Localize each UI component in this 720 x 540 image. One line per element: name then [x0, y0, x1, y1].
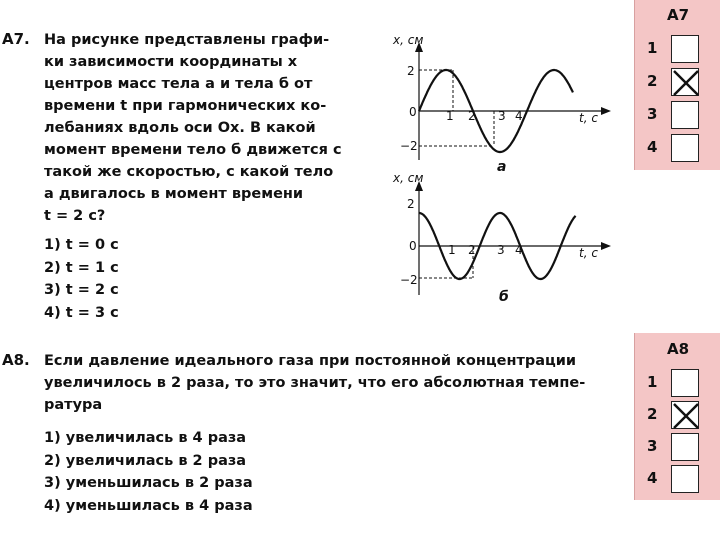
graph-a-y-tick: −2	[400, 139, 418, 153]
answer-option: 3) t = 2 с	[44, 282, 119, 298]
graph-b-x-arrow	[601, 242, 611, 250]
graph-a-x-label: t, с	[579, 111, 598, 125]
answer-row-number: 4	[647, 138, 658, 156]
question-line: На рисунке представлены графи-	[44, 32, 330, 48]
answer-checkbox-3[interactable]	[671, 101, 699, 129]
answer-options-a8	[44, 427, 253, 517]
graph-a-x-tick: 4	[515, 109, 523, 123]
question-line: момент времени тело б движется с	[44, 142, 342, 158]
answer-row-number: 3	[647, 437, 658, 455]
cross-mark-icon	[672, 402, 700, 430]
answer-option: 2) увеличилась в 2 раза	[44, 452, 247, 469]
question-line: t = 2 с?	[44, 208, 106, 224]
question-line: ратура	[44, 397, 103, 413]
graph-b-x-label: t, с	[579, 246, 598, 260]
question-line: времени t при гармонических ко-	[44, 98, 327, 114]
answer-row-number: 1	[647, 39, 658, 57]
graph-b	[385, 170, 630, 310]
answer-row-number: 2	[647, 72, 658, 90]
answer-checkbox-1[interactable]	[671, 369, 699, 397]
graph-a-x-tick: 2	[468, 109, 476, 123]
question-a7-text	[44, 29, 340, 227]
answer-checkbox-4[interactable]	[671, 465, 699, 493]
answer-option: 2) t = 1 с	[44, 259, 119, 276]
question-a8-number: A8.	[2, 351, 30, 369]
graph-a-x-tick: 1	[446, 109, 454, 123]
answer-options-a7	[44, 234, 119, 324]
answer-option: 1) t = 0 с	[44, 237, 119, 253]
answer-panel-title: A7	[666, 6, 690, 24]
answer-panel-a7	[634, 0, 720, 170]
answer-row-number: 4	[647, 469, 658, 487]
answer-row-number: 2	[647, 405, 658, 423]
graph-a-y-label: x, см	[393, 33, 424, 47]
graph-b-y-tick: 2	[407, 197, 415, 211]
question-a7-number: A7.	[2, 30, 30, 48]
graph-a-x-tick: 3	[498, 109, 506, 123]
graph-b-y-label: x, см	[393, 171, 424, 185]
answer-checkbox-1[interactable]	[671, 35, 699, 63]
graph-a-y-tick: 2	[407, 64, 415, 78]
graph-a	[385, 30, 630, 180]
answer-checkbox-3[interactable]	[671, 433, 699, 461]
cross-mark-icon	[672, 69, 700, 97]
graph-b-origin: 0	[409, 239, 417, 253]
answer-option: 1) увеличилась в 4 раза	[44, 430, 247, 446]
graph-b-x-tick: 4	[515, 243, 523, 257]
graph-b-x-tick: 2	[468, 243, 476, 257]
graph-a-x-arrow	[601, 107, 611, 115]
graph-a-origin: 0	[409, 105, 417, 119]
answer-checkbox-4[interactable]	[671, 134, 699, 162]
question-line: Если давление идеального газа при постоянной концентрации	[44, 353, 577, 369]
answer-option: 3) уменьшилась в 2 раза	[44, 475, 253, 491]
graph-b-caption: б	[499, 289, 509, 305]
question-line: такой же скоростью, с какой тело	[44, 164, 334, 180]
answer-option: 4) t = 3 с	[44, 304, 119, 321]
answer-checkbox-2[interactable]	[671, 68, 699, 96]
answer-option: 4) уменьшилась в 4 раза	[44, 497, 253, 514]
answer-panel-title: A8	[666, 340, 690, 358]
graph-a-caption: а	[497, 159, 507, 175]
question-line: центров масс тела a и тела б от	[44, 76, 313, 92]
answer-row-number: 1	[647, 373, 658, 391]
question-line: ки зависимости координаты x	[44, 54, 298, 70]
answer-panel-a8	[634, 333, 720, 500]
question-line: a двигалось в момент времени	[44, 186, 304, 202]
question-a8-text	[44, 350, 624, 416]
graph-b-x-tick: 3	[497, 243, 505, 257]
answer-row-number: 3	[647, 105, 658, 123]
question-line: увеличилось в 2 раза, то это значит, что его абсолютная темпе-	[44, 375, 586, 391]
answer-checkbox-2[interactable]	[671, 401, 699, 429]
graph-b-y-tick: −2	[400, 273, 418, 287]
question-line: лебаниях вдоль оси Ox. В какой	[44, 120, 316, 136]
graph-b-x-tick: 1	[448, 243, 456, 257]
